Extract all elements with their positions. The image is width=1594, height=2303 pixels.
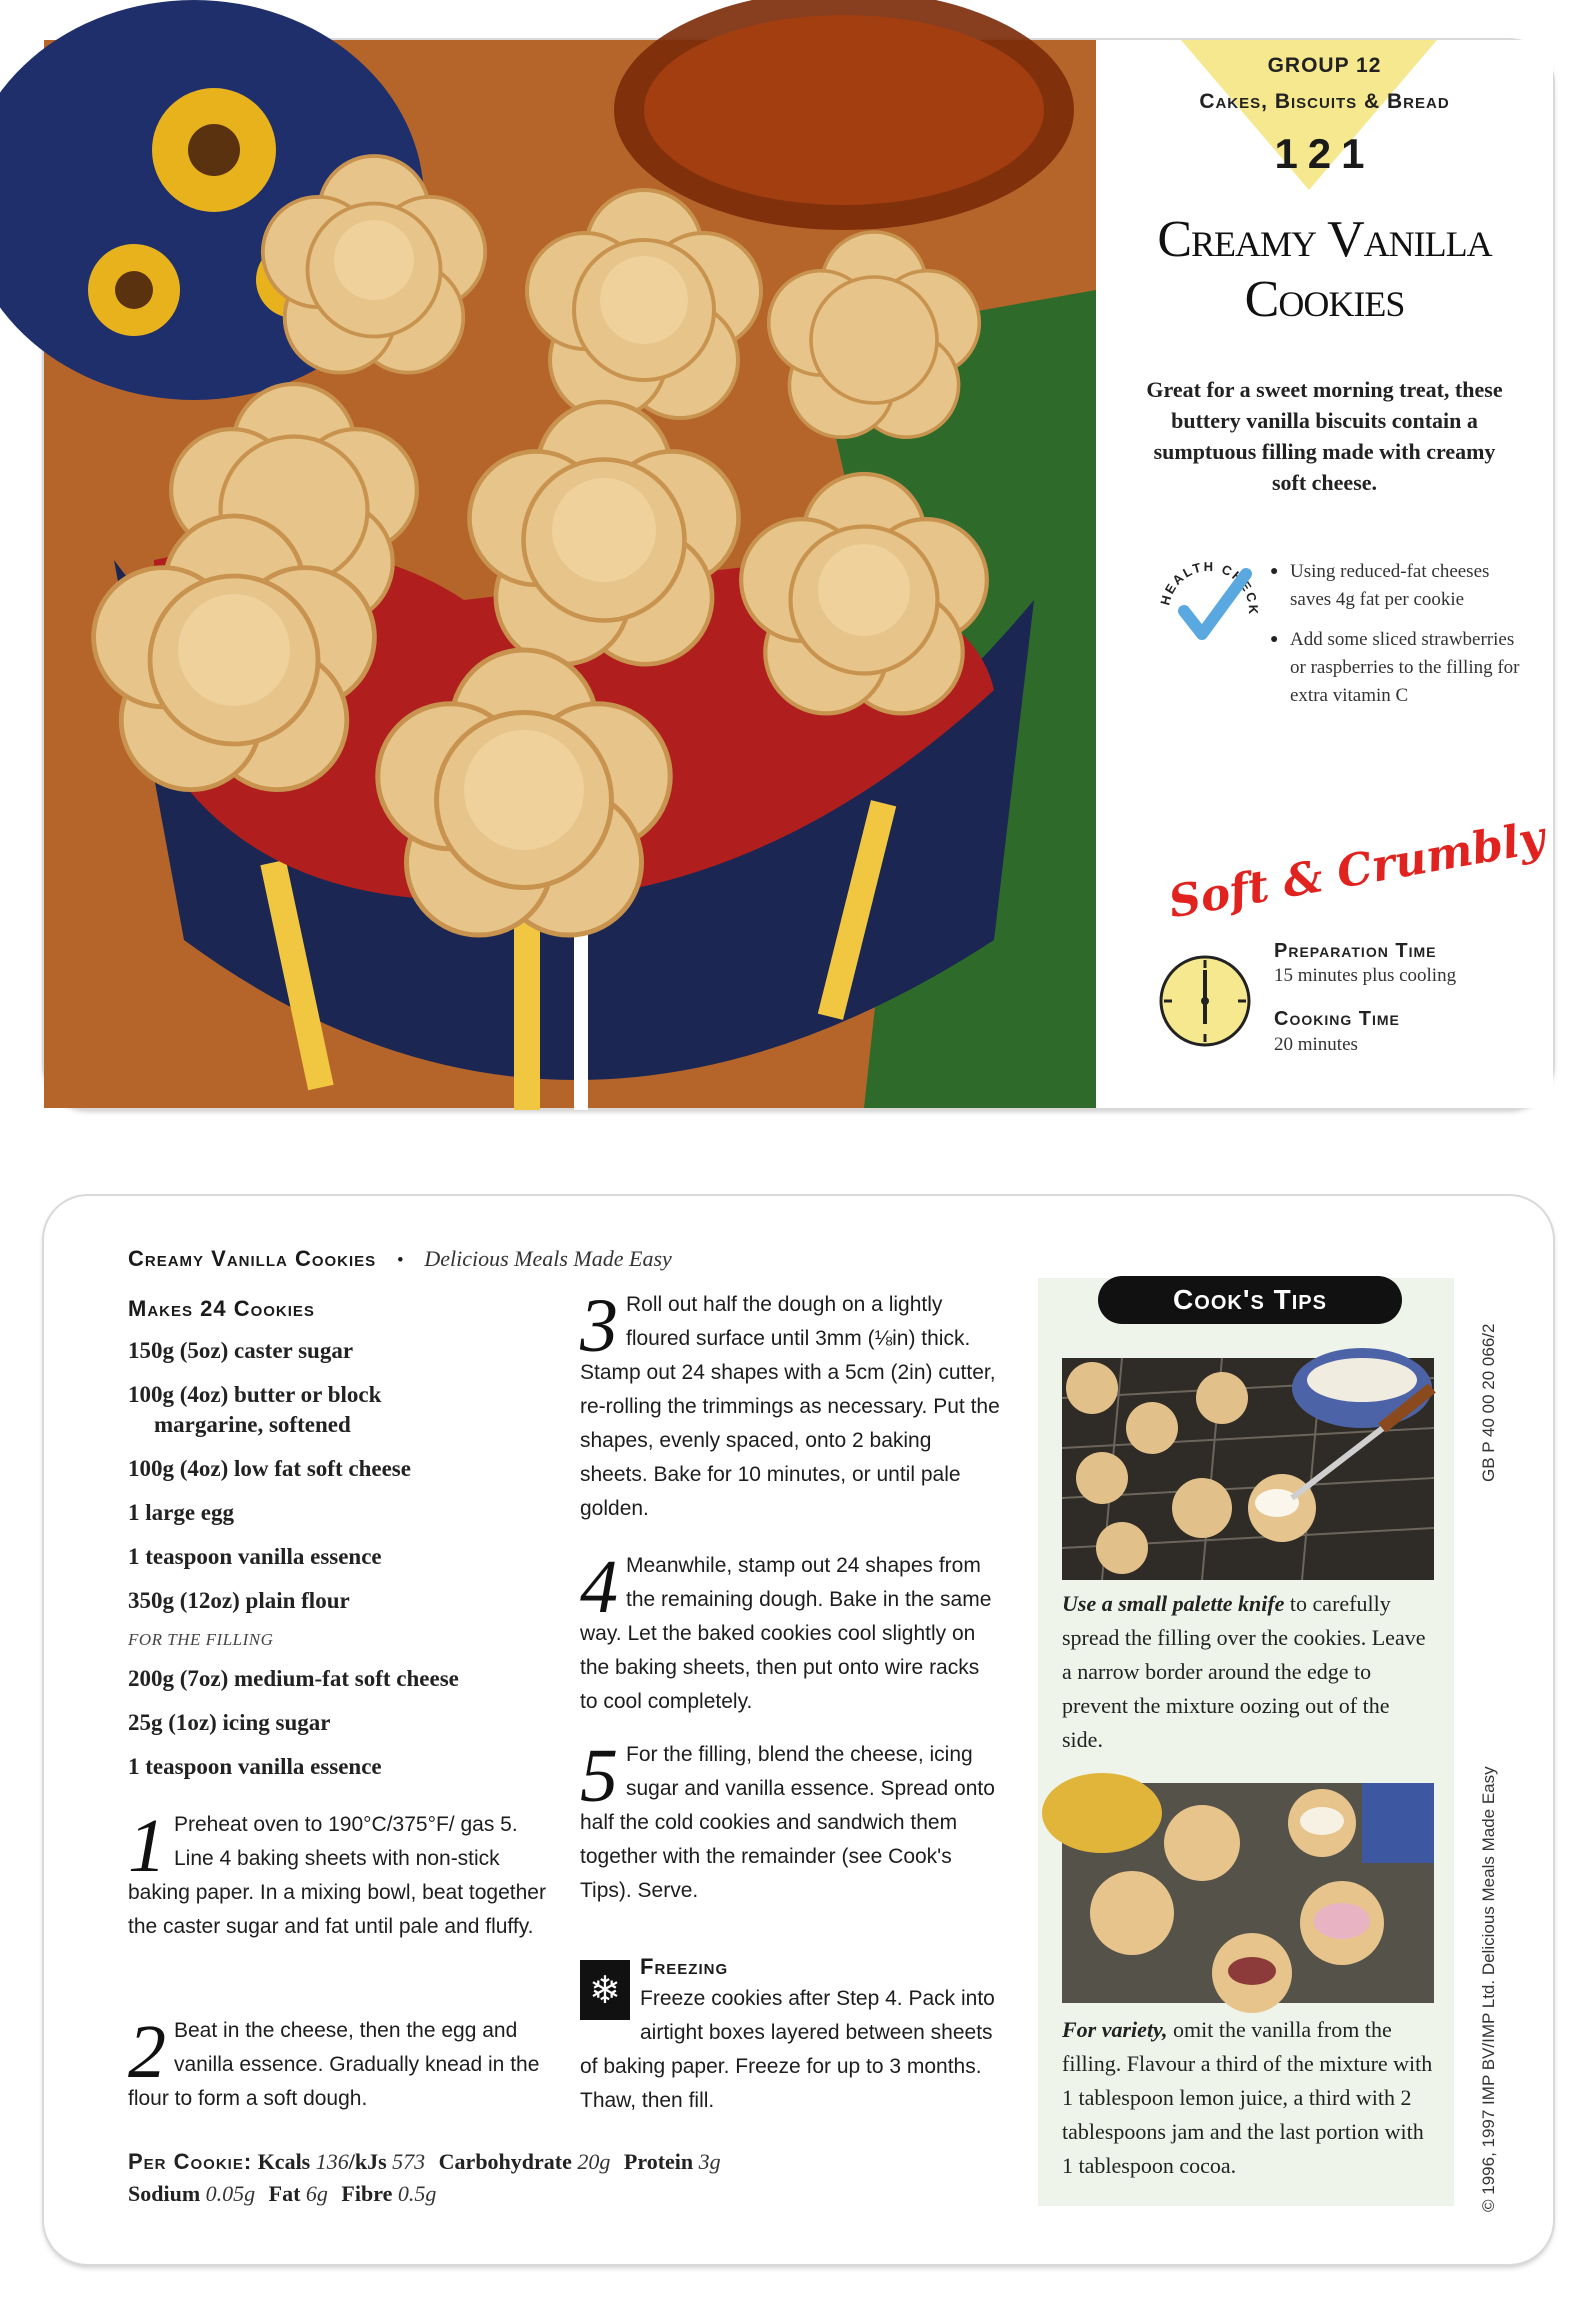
category-label: Cakes, Biscuits & Bread xyxy=(1199,90,1450,113)
snowflake-icon: ❄ xyxy=(580,1960,630,2020)
freezing-text: Freeze cookies after Step 4. Pack into airtight boxes layered between sheets of baking paper. Freeze for up to 3 months. Thaw, then fill. xyxy=(580,1987,995,2112)
step-number: 1 xyxy=(128,1804,166,1888)
ingredient xyxy=(128,1380,588,1440)
back-card xyxy=(44,1196,1553,2264)
cookies-photo xyxy=(44,40,1096,1108)
cookies-illustration xyxy=(44,40,1096,1108)
filling-ingredient: 25g (1oz) icing sugar xyxy=(128,1710,331,1735)
step-text: Preheat oven to 190°C/375°F/ gas 5. Line 4 baking sheets with non-stick baking paper. In a mixing bowl, beat together the caster sugar and fat until pale and fluffy. xyxy=(128,1813,546,1938)
recipe-title xyxy=(1106,210,1543,330)
title-line-2: Cookies xyxy=(1244,271,1405,328)
kcals-value: 136 xyxy=(315,2149,349,2174)
ingredient: 350g (12oz) plain flour xyxy=(128,1588,350,1613)
separator-dot: • xyxy=(396,1250,404,1271)
prep-time-value: 15 minutes plus cooling xyxy=(1274,965,1457,986)
back-title: Creamy Vanilla Cookies xyxy=(128,1246,377,1271)
filling-ingredient: 1 teaspoon vanilla essence xyxy=(128,1754,382,1779)
clock-icon xyxy=(1158,954,1252,1048)
step-text: Meanwhile, stamp out 24 shapes from the remaining dough. Bake in the same way. Let the baked cookies cool slightly on the baking sheets, then put onto wire racks to cool completely. xyxy=(580,1554,992,1713)
method-step-4 xyxy=(580,1545,1000,1719)
health-tip: ● Using reduced-fat cheeses saves 4g fat per cookie xyxy=(1270,558,1530,614)
ingredient: 150g (5oz) caster sugar xyxy=(128,1338,354,1363)
protein-label: Protein xyxy=(623,2149,694,2174)
method-step-1 xyxy=(128,1804,558,1944)
carb-value: 20g xyxy=(577,2149,611,2174)
freezing-title: Freezing xyxy=(640,1954,729,1979)
tip-1-text: to carefully spread the filling over the cookies. Leave a narrow border around the edge to prevent the mixture oozing out of the side. xyxy=(1062,1591,1426,1752)
tip-1-lead: Use a small palette knife xyxy=(1062,1591,1285,1616)
health-tip: ● Add some sliced strawberries or raspberries to the filling for extra vitamin C xyxy=(1270,626,1530,710)
step-number: 4 xyxy=(580,1545,618,1629)
health-check-text: HEALTH CHECK xyxy=(1157,558,1262,617)
method-step-2 xyxy=(128,2010,558,2116)
freezing-section xyxy=(580,1954,1000,2118)
nutrition-label: Per Cookie: xyxy=(128,2149,253,2174)
step-number: 5 xyxy=(580,1734,618,1818)
front-card xyxy=(44,40,1553,1108)
method-step-5 xyxy=(580,1734,1000,1908)
ingredient: 1 large egg xyxy=(128,1500,235,1525)
kj-label: /kJs xyxy=(348,2149,387,2174)
svg-text:HEALTH CHECK xyxy=(1157,559,1261,616)
nutrition-info xyxy=(128,2146,1028,2210)
fat-value: 6g xyxy=(305,2181,328,2206)
cook-time-label: Cooking Time xyxy=(1274,1008,1400,1030)
filling-ingredient: 200g (7oz) medium-fat soft cheese xyxy=(128,1666,459,1691)
cook-time-value: 20 minutes xyxy=(1274,1034,1358,1055)
sodium-value: 0.05g xyxy=(205,2181,256,2206)
ingredient-line: margarine, softened xyxy=(154,1412,351,1437)
cooks-tips-title: Cook's Tips xyxy=(1098,1276,1402,1324)
back-header xyxy=(128,1246,672,1272)
copyright-notice: © 1996, 1997 IMP BV/IMP Ltd. Delicious Meals Made Easy xyxy=(1479,1766,1498,2212)
recipe-intro: Great for a sweet morning treat, these buttery vanilla biscuits contain a sumptuous filling made with creamy soft cheese. xyxy=(1146,377,1503,495)
step-number: 3 xyxy=(580,1284,618,1368)
health-tips-list xyxy=(1270,558,1530,722)
ingredient: 1 teaspoon vanilla essence xyxy=(128,1544,382,1569)
ingredient: 100g (4oz) low fat soft cheese xyxy=(128,1456,411,1481)
series-name: Delicious Meals Made Easy xyxy=(424,1246,672,1271)
fibre-value: 0.5g xyxy=(397,2181,437,2206)
health-check-icon xyxy=(1154,556,1264,666)
tip-2-text: omit the vanilla from the filling. Flavour a third of the mixture with 1 tablespoon lemon juice, a third with 2 tablespoons jam and the last portion with 1 tablespoon cocoa. xyxy=(1062,2017,1433,2178)
ingredient-line: 100g (4oz) butter or block xyxy=(128,1382,382,1407)
group-label: GROUP 12 xyxy=(1267,54,1382,77)
tip-2 xyxy=(1062,2013,1434,2183)
fibre-label: Fibre xyxy=(341,2181,393,2206)
product-code: GB P 40 00 20 066/2 xyxy=(1479,1323,1498,1482)
kj-value: 573 xyxy=(392,2149,426,2174)
tip-photo-variety xyxy=(1062,1783,1434,2003)
kcals-label: Kcals xyxy=(257,2149,311,2174)
step-number: 2 xyxy=(128,2010,166,2094)
step-text: Beat in the cheese, then the egg and vanilla essence. Gradually knead in the flour to form a soft dough. xyxy=(128,2019,540,2110)
ingredients-column xyxy=(128,1296,588,1796)
title-line-1: Creamy Vanilla xyxy=(1157,211,1492,268)
fat-label: Fat xyxy=(268,2181,301,2206)
step-text: For the filling, blend the cheese, icing sugar and vanilla essence. Spread onto half the cold cookies and sandwich them together with the remainder (see Cook's Tips). Serve. xyxy=(580,1743,995,1902)
prep-time-label: Preparation Time xyxy=(1274,940,1437,962)
step-text: Roll out half the dough on a lightly floured surface until 3mm (⅛in) thick. Stamp out 24 shapes with a 5cm (2in) cutter, re-rolling the trimmings as necessary. Put the shapes, evenly spaced, onto 2 baking sheets. Bake for 10 minutes, or until pale golden. xyxy=(580,1293,1000,1520)
carb-label: Carbohydrate xyxy=(438,2149,572,2174)
tip-2-lead: For variety, xyxy=(1062,2017,1168,2042)
protein-value: 3g xyxy=(698,2149,721,2174)
sodium-label: Sodium xyxy=(128,2181,201,2206)
tagline-text: Soft & Crumbly xyxy=(1164,812,1549,929)
makes-label: Makes 24 Cookies xyxy=(128,1296,315,1321)
recipe-info-panel xyxy=(1096,40,1553,1108)
tip-1 xyxy=(1062,1587,1434,1757)
card-number: 121 xyxy=(1274,130,1375,177)
tip-photo-spreading xyxy=(1062,1358,1434,1580)
soft-and-crumbly-logo xyxy=(1156,810,1549,930)
method-step-3 xyxy=(580,1284,1000,1526)
filling-label: FOR THE FILLING xyxy=(128,1630,274,1649)
